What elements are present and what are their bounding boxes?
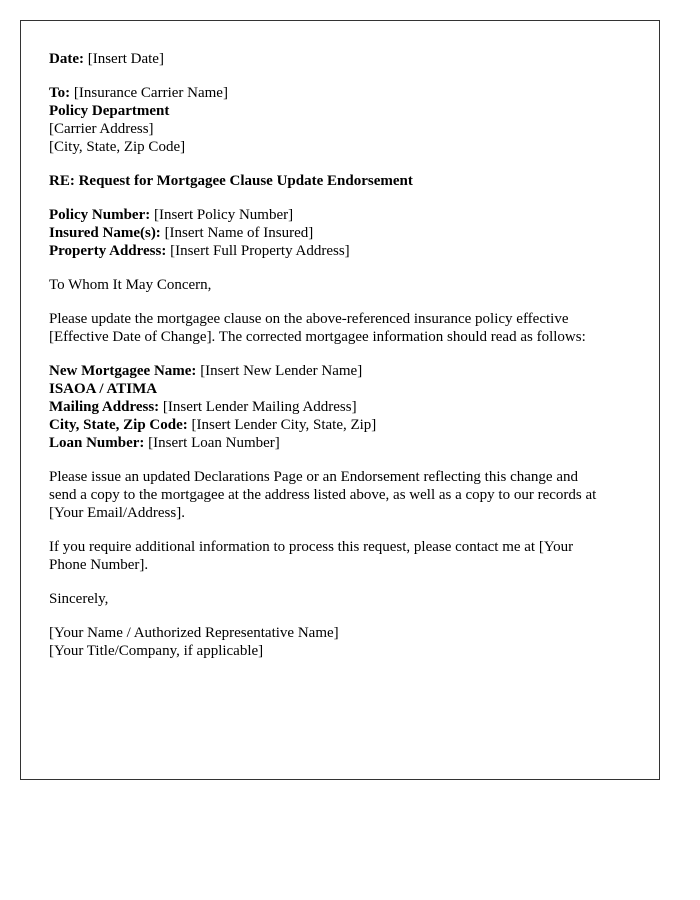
issue-endorsement-paragraph [49, 468, 631, 522]
subject-text: RE: Request for Mortgagee Clause Update Endorsement [49, 173, 413, 189]
contact-paragraph [49, 538, 631, 574]
carrier-city-state-zip: [City, State, Zip Code] [49, 139, 186, 155]
date-value: [Insert Date] [83, 51, 164, 67]
salutation-text: To Whom It May Concern, [49, 277, 212, 293]
mailing-address-value: [Insert Lender Mailing Address] [159, 399, 357, 415]
issue-paragraph-line-3: [Your Email/Address]. [49, 505, 185, 521]
recipient-block [49, 84, 631, 156]
carrier-address: [Carrier Address] [49, 121, 154, 137]
lender-city-label: City, State, Zip Code: [49, 417, 188, 433]
signature-title: [Your Title/Company, if applicable] [49, 643, 264, 659]
signature-block [49, 624, 631, 660]
loan-number-label: Loan Number: [49, 435, 145, 451]
policy-details [49, 206, 631, 260]
issue-paragraph-line-2: send a copy to the mortgagee at the address listed above, as well as a copy to our records at [49, 487, 597, 503]
closing-text: Sincerely, [49, 591, 109, 607]
issue-paragraph-line-1: Please issue an updated Declarations Page or an Endorsement reflecting this change and [49, 469, 578, 485]
to-label: To: [49, 85, 71, 101]
recipient-department: Policy Department [49, 103, 170, 119]
signature-name: [Your Name / Authorized Representative Name] [49, 625, 339, 641]
carrier-name: [Insurance Carrier Name] [70, 85, 228, 101]
contact-paragraph-line-1: If you require additional information to process this request, please contact me at [Your [49, 539, 574, 555]
property-address-label: Property Address: [49, 243, 167, 259]
policy-number-value: [Insert Policy Number] [150, 207, 294, 223]
mortgagee-name-value: [Insert New Lender Name] [196, 363, 363, 379]
lender-city-value: [Insert Lender City, State, Zip] [187, 417, 377, 433]
date-line [49, 50, 631, 68]
closing [49, 590, 631, 608]
property-address-value: [Insert Full Property Address] [166, 243, 350, 259]
mortgagee-name-label: New Mortgagee Name: [49, 363, 197, 379]
request-paragraph-line-2: [Effective Date of Change]. The corrected mortgagee information should read as follows: [49, 329, 586, 345]
insured-name-value: [Insert Name of Insured] [160, 225, 314, 241]
salutation [49, 276, 631, 294]
loan-number-value: [Insert Loan Number] [144, 435, 280, 451]
insured-name-label: Insured Name(s): [49, 225, 161, 241]
request-paragraph-line-1: Please update the mortgagee clause on the above-referenced insurance policy effective [49, 311, 569, 327]
contact-paragraph-line-2: Phone Number]. [49, 557, 149, 573]
isaoa-atima: ISAOA / ATIMA [49, 381, 158, 397]
letter-page [20, 20, 660, 780]
policy-number-label: Policy Number: [49, 207, 151, 223]
mailing-address-label: Mailing Address: [49, 399, 160, 415]
date-label: Date: [49, 51, 84, 67]
subject-line [49, 172, 631, 190]
request-paragraph [49, 310, 631, 346]
mortgagee-details [49, 362, 631, 452]
